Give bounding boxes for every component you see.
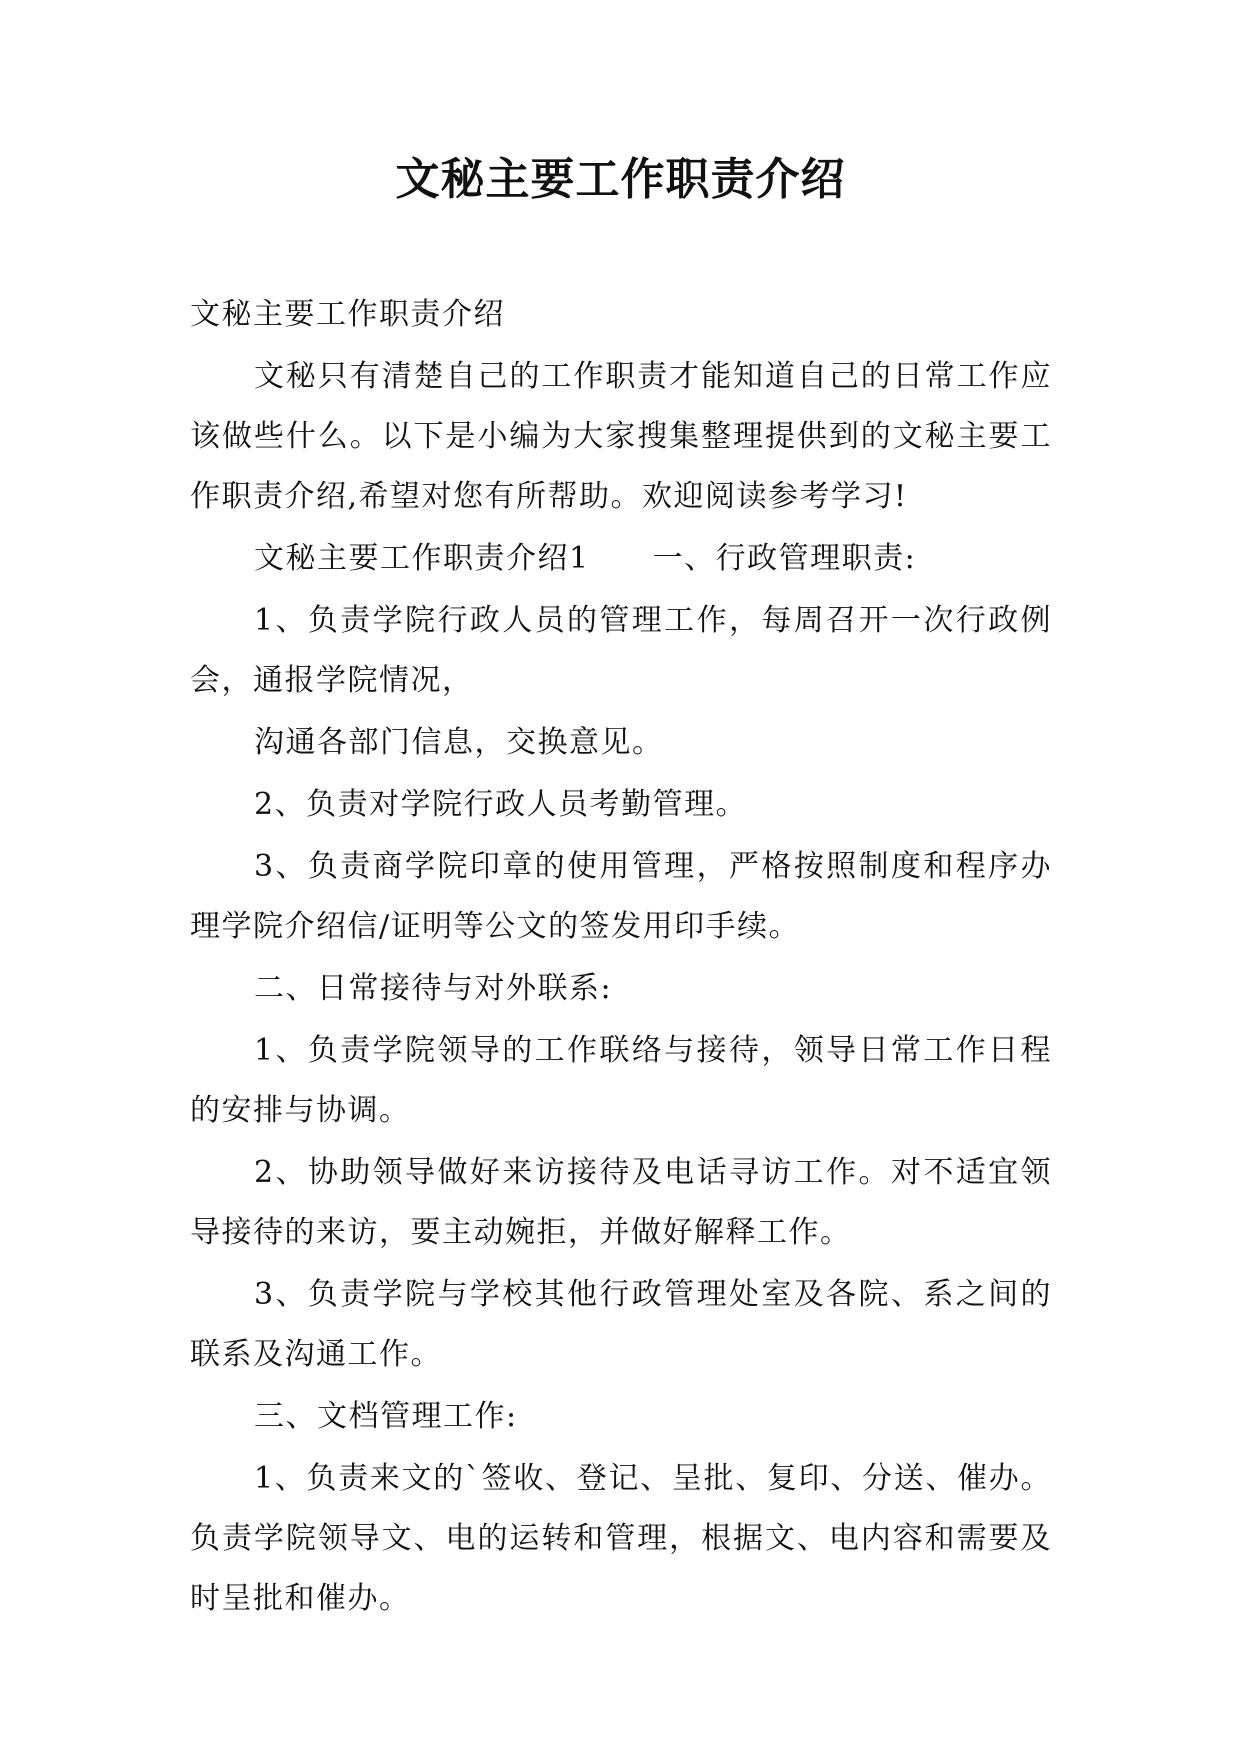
paragraph-section-3-heading: 三、文档管理工作: — [254, 1399, 518, 1434]
paragraph-item: 沟通各部门信息，交换意见。 — [254, 725, 664, 760]
paragraph-item: 3、负责学院与学校其他行政管理处室及各院、系之间的联系及沟通工作。 — [190, 1277, 1052, 1372]
document-title: 文秘主要工作职责介绍 — [395, 154, 846, 205]
paragraph-intro: 文秘只有清楚自己的工作职责才能知道自己的日常工作应该做些什么。以下是小编为大家搜集整理提供到的文秘主要工作职责介绍,希望对您有所帮助。欢迎阅读参考学习! — [190, 359, 1052, 514]
paragraph-item: 1、负责来文的`签收、登记、呈批、复印、分送、催办。负责学院领导文、电的运转和管理，根据文、电内容和需要及时呈批和催办。 — [190, 1461, 1052, 1616]
paragraph-item: 1、负责学院领导的工作联络与接待，领导日常工作日程的安排与协调。 — [190, 1033, 1052, 1128]
paragraph-item: 3、负责商学院印章的使用管理，严格按照制度和程序办理学院介绍信/证明等公文的签发用印手续。 — [190, 849, 1052, 944]
paragraph-heading: 文秘主要工作职责介绍 — [190, 297, 505, 332]
paragraph-item: 2、协助领导做好来访接待及电话寻访工作。对不适宜领导接待的来访，要主动婉拒，并做好解释工作。 — [190, 1155, 1052, 1250]
paragraph-item: 1、负责学院行政人员的管理工作，每周召开一次行政例会，通报学院情况， — [190, 603, 1052, 698]
document-body — [190, 285, 1052, 1631]
paragraph-section-2-heading: 二、日常接待与对外联系: — [254, 971, 613, 1006]
paragraph-section-1-heading: 文秘主要工作职责介绍1 一、行政管理职责: — [254, 541, 917, 576]
paragraph-item: 2、负责对学院行政人员考勤管理。 — [254, 787, 748, 822]
